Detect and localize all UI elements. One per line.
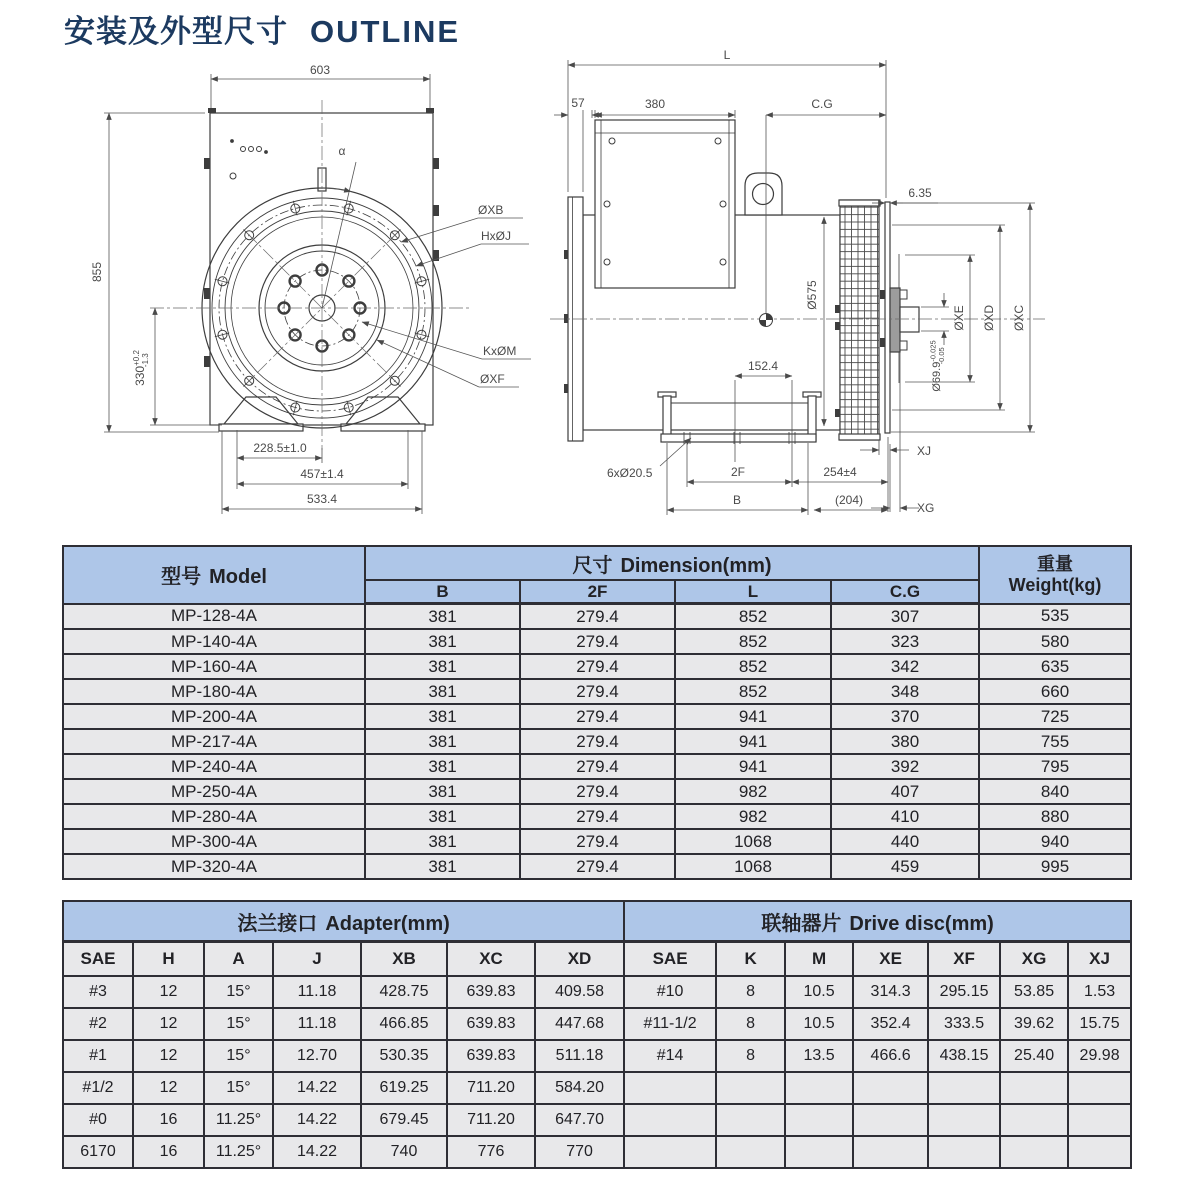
col-header-k: K — [716, 942, 785, 977]
table-cell: 639.83 — [447, 1008, 535, 1040]
table-cell — [716, 1136, 785, 1168]
table-cell — [1000, 1136, 1068, 1168]
col-header-xf: XF — [928, 942, 1000, 977]
dim-2f: 2F — [730, 465, 746, 479]
table-cell: 381 — [365, 604, 520, 630]
dim-533: 533.4 — [306, 492, 338, 506]
table-cell — [716, 1072, 785, 1104]
table-cell: 619.25 — [361, 1072, 447, 1104]
col-header-xg: XG — [1000, 942, 1068, 977]
table-cell: 381 — [365, 754, 520, 779]
table-cell: 982 — [675, 804, 831, 829]
table-cell: 941 — [675, 704, 831, 729]
table-cell: 380 — [831, 729, 979, 754]
table-cell: 11.18 — [273, 1008, 361, 1040]
table-cell: 447.68 — [535, 1008, 624, 1040]
table-cell: 381 — [365, 654, 520, 679]
table-cell: 279.4 — [520, 679, 675, 704]
table-cell: 352.4 — [853, 1008, 928, 1040]
table-cell: 535 — [979, 604, 1131, 630]
outline-drawings — [0, 42, 1185, 542]
table-cell: 852 — [675, 654, 831, 679]
table-cell: 725 — [979, 704, 1131, 729]
table-cell: #0 — [63, 1104, 133, 1136]
drive-disc-header: 联轴器片 Drive disc(mm) — [624, 901, 1131, 942]
col-header-a: A — [204, 942, 273, 977]
table-cell: #3 — [63, 976, 133, 1008]
col-header-cg: C.G — [831, 580, 979, 604]
table-cell: 12 — [133, 1008, 204, 1040]
col-header-xd: XD — [535, 942, 624, 977]
table-row — [63, 1008, 1131, 1040]
table-cell: 12 — [133, 976, 204, 1008]
table-cell: 711.20 — [447, 1104, 535, 1136]
table-cell: 438.15 — [928, 1040, 1000, 1072]
centerlines — [150, 100, 470, 450]
table-cell: 323 — [831, 629, 979, 654]
table-cell: 740 — [361, 1136, 447, 1168]
table-cell: 776 — [447, 1136, 535, 1168]
model-cell: MP-320-4A — [63, 854, 365, 879]
table-cell: 428.75 — [361, 976, 447, 1008]
table-cell: 333.5 — [928, 1008, 1000, 1040]
table-cell — [928, 1136, 1000, 1168]
table-cell — [1068, 1072, 1131, 1104]
table-cell: 279.4 — [520, 604, 675, 630]
label-xb: ØXB — [478, 203, 504, 217]
dim-575: Ø575 — [805, 280, 819, 310]
dim-330-tol: $330^{+0.2}-1.3$ — [132, 350, 150, 386]
table-cell: 25.40 — [1000, 1040, 1068, 1072]
drive-disc — [885, 202, 890, 433]
col-header-h: H — [133, 942, 204, 977]
table-cell — [785, 1104, 853, 1136]
table-cell: 295.15 — [928, 976, 1000, 1008]
table-cell: 8 — [716, 1008, 785, 1040]
table-cell: 410 — [831, 804, 979, 829]
dim-603: 603 — [309, 63, 331, 77]
page-title-zh: 安装及外型尺寸 — [64, 14, 288, 49]
table-cell: 279.4 — [520, 629, 675, 654]
table-cell: 392 — [831, 754, 979, 779]
table-cell: #10 — [624, 976, 716, 1008]
table-cell: 409.58 — [535, 976, 624, 1008]
table-cell: 679.45 — [361, 1104, 447, 1136]
col-header-xj: XJ — [1068, 942, 1131, 977]
table-cell: 15° — [204, 1072, 273, 1104]
table-row — [63, 704, 1131, 729]
front-view-drawing — [90, 63, 531, 514]
table-cell: 941 — [675, 729, 831, 754]
body-detail-dots — [230, 140, 267, 179]
label-xd: ØXD — [982, 304, 996, 332]
dim-380: 380 — [644, 97, 666, 111]
table-cell: 12 — [133, 1040, 204, 1072]
table-cell: 11.18 — [273, 976, 361, 1008]
label-xe: ØXE — [952, 305, 966, 331]
adapter-drive-table — [62, 900, 1132, 1169]
model-cell: MP-128-4A — [63, 604, 365, 630]
table-cell: 15° — [204, 976, 273, 1008]
table-cell — [785, 1136, 853, 1168]
table-cell: 15° — [204, 1008, 273, 1040]
dim-6-35: 6.35 — [908, 186, 932, 200]
table-cell: 1068 — [675, 854, 831, 879]
dim-69-9-tol: $Ø69.9^{-0.025}-0.05$ — [928, 340, 946, 392]
table-cell: 381 — [365, 854, 520, 879]
table-cell: 880 — [979, 804, 1131, 829]
table-cell: 530.35 — [361, 1040, 447, 1072]
shaft-end — [900, 307, 919, 332]
table-cell: #1 — [63, 1040, 133, 1072]
table-cell: #11-1/2 — [624, 1008, 716, 1040]
table-cell: 53.85 — [1000, 976, 1068, 1008]
table-row — [63, 629, 1131, 654]
table-cell: 852 — [675, 629, 831, 654]
dim-855: 855 — [90, 261, 104, 283]
model-cell: MP-200-4A — [63, 704, 365, 729]
table-cell: 279.4 — [520, 804, 675, 829]
table-row — [63, 654, 1131, 679]
table-cell: 279.4 — [520, 654, 675, 679]
shaft-hub — [890, 288, 900, 352]
table-cell: 639.83 — [447, 976, 535, 1008]
weight-header: 重量 Weight(kg) — [979, 546, 1131, 604]
table-row — [63, 854, 1131, 879]
model-cell: MP-217-4A — [63, 729, 365, 754]
dimension-table — [62, 545, 1132, 880]
table-cell: 1068 — [675, 829, 831, 854]
dim-xj: XJ — [917, 444, 932, 458]
table-row — [63, 779, 1131, 804]
mounting-bracket — [658, 392, 821, 444]
table-row — [63, 804, 1131, 829]
table-cell: 8 — [716, 976, 785, 1008]
table-row — [63, 829, 1131, 854]
table-cell — [928, 1072, 1000, 1104]
table-cell: 29.98 — [1068, 1040, 1131, 1072]
table-row — [63, 754, 1131, 779]
table-cell: 982 — [675, 779, 831, 804]
table-cell: 941 — [675, 754, 831, 779]
col-header-sae2: SAE — [624, 942, 716, 977]
dim-xg: XG — [917, 501, 935, 515]
table-cell: 12.70 — [273, 1040, 361, 1072]
table-cell: 342 — [831, 654, 979, 679]
adapter-header: 法兰接口 Adapter(mm) — [63, 901, 624, 942]
dim-457: 457±1.4 — [300, 467, 344, 481]
table-cell: 466.6 — [853, 1040, 928, 1072]
lifting-eye — [745, 173, 782, 215]
page-title-en: OUTLINE — [310, 14, 461, 49]
body-edge-tabs — [204, 108, 439, 367]
dimension-header: 尺寸 Dimension(mm) — [365, 546, 979, 580]
dim-57: 57 — [571, 96, 585, 110]
table-cell: 840 — [979, 779, 1131, 804]
dim-alpha: α — [338, 144, 346, 158]
label-hxj: HxØJ — [481, 229, 511, 243]
table-cell: 16 — [133, 1104, 204, 1136]
table-cell: 279.4 — [520, 779, 675, 804]
table-cell: 39.62 — [1000, 1008, 1068, 1040]
table-cell: 8 — [716, 1040, 785, 1072]
table-cell: 660 — [979, 679, 1131, 704]
table-cell: 381 — [365, 829, 520, 854]
fan-grille — [835, 200, 885, 440]
col-header-xb: XB — [361, 942, 447, 977]
dim-228: 228.5±1.0 — [253, 441, 307, 455]
table-cell: 584.20 — [535, 1072, 624, 1104]
dim-L: L — [723, 48, 731, 62]
table-cell: 580 — [979, 629, 1131, 654]
table-cell: 14.22 — [273, 1136, 361, 1168]
table-cell — [1068, 1104, 1131, 1136]
col-header-xe: XE — [853, 942, 928, 977]
model-cell: MP-250-4A — [63, 779, 365, 804]
table-cell: 639.83 — [447, 1040, 535, 1072]
table-cell: 10.5 — [785, 976, 853, 1008]
table-cell: 11.25° — [204, 1136, 273, 1168]
table-cell: 14.22 — [273, 1072, 361, 1104]
dim-152-4: 152.4 — [747, 359, 779, 373]
table-cell: 11.25° — [204, 1104, 273, 1136]
cg-symbol — [760, 314, 773, 327]
table-cell: 466.85 — [361, 1008, 447, 1040]
table-cell — [853, 1104, 928, 1136]
table-cell — [1000, 1072, 1068, 1104]
side-view-drawing — [550, 48, 1045, 515]
dim-6x20-5: 6xØ20.5 — [607, 466, 653, 480]
table-cell: 459 — [831, 854, 979, 879]
table-cell: 711.20 — [447, 1072, 535, 1104]
table-cell: 1.53 — [1068, 976, 1131, 1008]
table-cell: #1/2 — [63, 1072, 133, 1104]
col-header-l: L — [675, 580, 831, 604]
table-cell: 381 — [365, 704, 520, 729]
table-cell: 13.5 — [785, 1040, 853, 1072]
table-cell: 770 — [535, 1136, 624, 1168]
model-cell: MP-240-4A — [63, 754, 365, 779]
table-cell: 314.3 — [853, 976, 928, 1008]
table-cell: 12 — [133, 1072, 204, 1104]
col-header-m: M — [785, 942, 853, 977]
col-header-j: J — [273, 942, 361, 977]
table-cell: #14 — [624, 1040, 716, 1072]
col-header-b: B — [365, 580, 520, 604]
col-header-xc: XC — [447, 942, 535, 977]
table-cell: 16 — [133, 1136, 204, 1168]
table-cell — [785, 1072, 853, 1104]
table-cell — [716, 1104, 785, 1136]
table-cell: 440 — [831, 829, 979, 854]
dim-254: 254±4 — [823, 465, 857, 479]
label-xf: ØXF — [480, 372, 505, 386]
table-cell: 795 — [979, 754, 1131, 779]
table-cell: 370 — [831, 704, 979, 729]
table-cell: 14.22 — [273, 1104, 361, 1136]
table-cell: 279.4 — [520, 829, 675, 854]
table-cell: 348 — [831, 679, 979, 704]
table-row — [63, 1104, 1131, 1136]
terminal-box — [595, 120, 735, 288]
dim-b: B — [732, 493, 742, 507]
table-row — [63, 976, 1131, 1008]
table-cell: 852 — [675, 679, 831, 704]
table-cell: 511.18 — [535, 1040, 624, 1072]
table-cell: 755 — [979, 729, 1131, 754]
dim-204: (204) — [834, 493, 864, 507]
table-cell: 940 — [979, 829, 1131, 854]
table-cell: 381 — [365, 729, 520, 754]
model-cell: MP-300-4A — [63, 829, 365, 854]
table-cell: 995 — [979, 854, 1131, 879]
table-row — [63, 679, 1131, 704]
label-xc: ØXC — [1012, 304, 1026, 332]
label-kxm: KxØM — [483, 344, 517, 358]
table-cell: 381 — [365, 779, 520, 804]
table-cell — [624, 1072, 716, 1104]
col-header-sae: SAE — [63, 942, 133, 977]
table-cell: 852 — [675, 604, 831, 630]
table-cell: 15° — [204, 1040, 273, 1072]
model-cell: MP-160-4A — [63, 654, 365, 679]
table-row — [63, 1072, 1131, 1104]
table-row — [63, 1136, 1131, 1168]
table-row — [63, 604, 1131, 630]
table-cell: 647.70 — [535, 1104, 624, 1136]
table-cell: 279.4 — [520, 729, 675, 754]
table-cell: 279.4 — [520, 754, 675, 779]
table-cell — [1000, 1104, 1068, 1136]
table-cell: 6170 — [63, 1136, 133, 1168]
table-cell: 381 — [365, 629, 520, 654]
model-cell: MP-280-4A — [63, 804, 365, 829]
table-cell: 15.75 — [1068, 1008, 1131, 1040]
model-cell: MP-140-4A — [63, 629, 365, 654]
table-cell — [1068, 1136, 1131, 1168]
dim-cg: C.G — [811, 97, 833, 111]
table-cell: 10.5 — [785, 1008, 853, 1040]
model-cell: MP-180-4A — [63, 679, 365, 704]
model-header: 型号 Model — [63, 546, 365, 604]
table-cell: 635 — [979, 654, 1131, 679]
table-cell: 307 — [831, 604, 979, 630]
table-cell — [853, 1136, 928, 1168]
table-cell: 381 — [365, 679, 520, 704]
table-cell: 279.4 — [520, 704, 675, 729]
table-cell — [624, 1104, 716, 1136]
table-row — [63, 1040, 1131, 1072]
front-dimensions — [104, 74, 531, 514]
table-cell: 381 — [365, 804, 520, 829]
table-cell: 279.4 — [520, 854, 675, 879]
table-row — [63, 729, 1131, 754]
table-cell — [624, 1136, 716, 1168]
col-header-2f: 2F — [520, 580, 675, 604]
table-cell — [928, 1104, 1000, 1136]
table-cell: 407 — [831, 779, 979, 804]
generator-body — [210, 113, 433, 425]
table-cell — [853, 1072, 928, 1104]
table-cell: #2 — [63, 1008, 133, 1040]
